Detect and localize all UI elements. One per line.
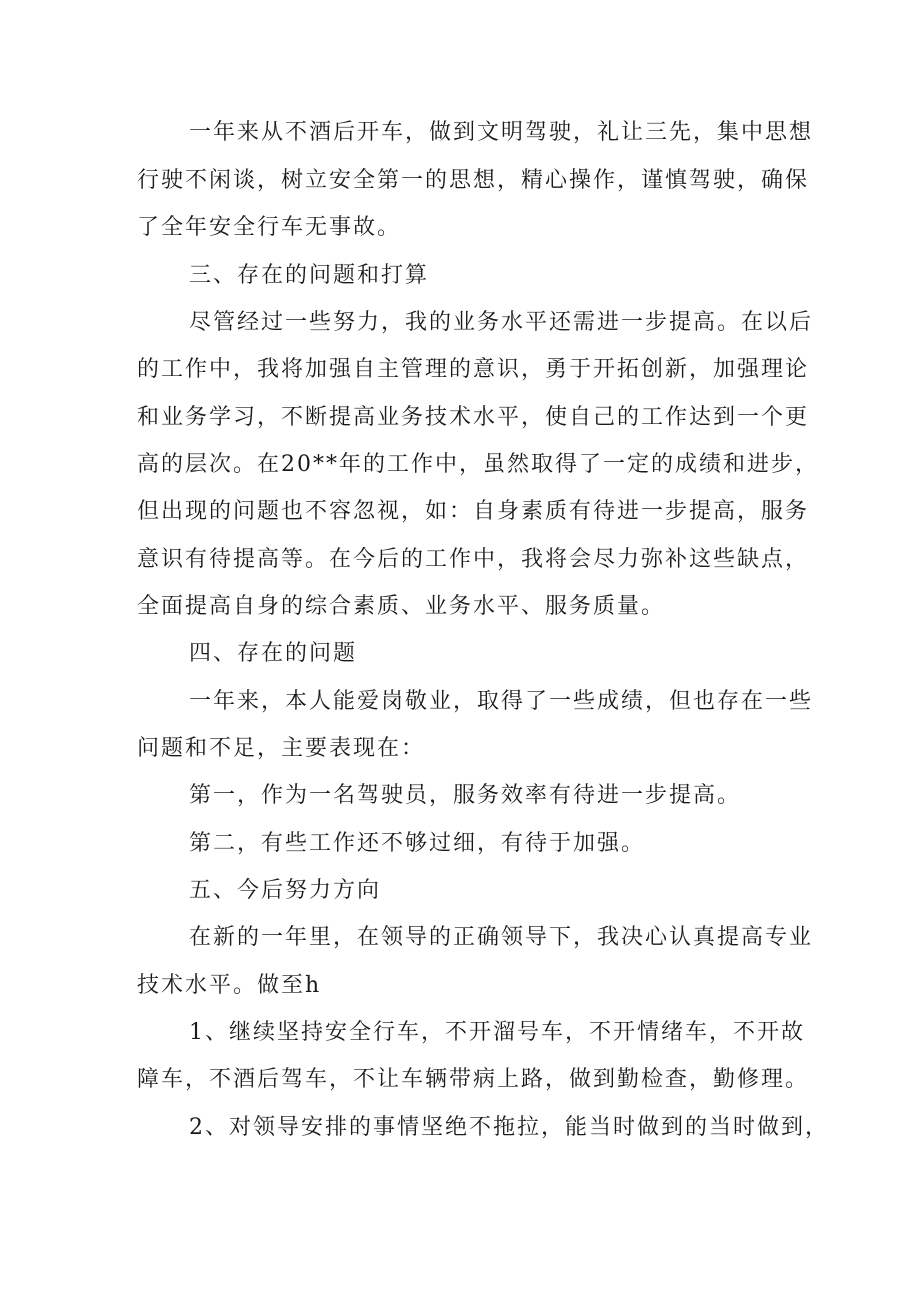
paragraph-line: 一年来从不酒后开车，做到文明驾驶，礼让三先，集中思想 (189, 120, 814, 145)
list-item: 第二，有些工作还不够过细，有待于加强。 (189, 831, 646, 856)
list-item: 1、继续坚持安全行车，不开溜号车，不开情绪车，不开故 (189, 1020, 805, 1045)
paragraph-line: 意识有待提高等。在今后的工作中，我将会尽力弥补这些缺点， (137, 547, 810, 572)
paragraph-line: 技术水平。做至h (137, 973, 322, 998)
list-item: 2、对领导安排的事情坚绝不拖拉，能当时做到的当时做到， (189, 1115, 829, 1140)
section-heading: 三、存在的问题和打算 (189, 263, 430, 288)
paragraph-line: 但出现的问题也不容忽视，如：自身素质有待进一步提高，服务 (137, 499, 810, 524)
list-item: 第一，作为一名驾驶员，服务效率有待进一步提高。 (189, 783, 742, 808)
paragraph-line: 的工作中，我将加强自主管理的意识，勇于开拓创新，加强理论 (137, 357, 810, 382)
section-heading: 四、存在的问题 (189, 641, 358, 666)
paragraph-line: 高的层次。在20**年的工作中，虽然取得了一定的成绩和进步， (137, 452, 819, 477)
paragraph-line: 问题和不足，主要表现在： (137, 736, 426, 761)
paragraph-line: 和业务学习，不断提高业务技术水平，使自己的工作达到一个更 (137, 405, 810, 430)
paragraph-line: 一年来，本人能爱岗敬业，取得了一些成绩，但也存在一些 (189, 689, 814, 714)
paragraph-line: 障车，不酒后驾车，不让车辆带病上路，做到勤检查，勤修理。 (137, 1067, 810, 1092)
paragraph-line: 了全年安全行车无事故。 (137, 215, 402, 240)
paragraph-line: 在新的一年里，在领导的正确领导下，我决心认真提高专业 (189, 925, 814, 950)
paragraph-line: 尽管经过一些努力，我的业务水平还需进一步提高。在以后 (189, 310, 814, 335)
section-heading: 五、今后努力方向 (189, 878, 382, 903)
paragraph-line: 全面提高自身的综合素质、业务水平、服务质量。 (137, 594, 666, 619)
paragraph-line: 行驶不闲谈，树立安全第一的思想，精心操作，谨慎驾驶，确保 (137, 168, 810, 193)
